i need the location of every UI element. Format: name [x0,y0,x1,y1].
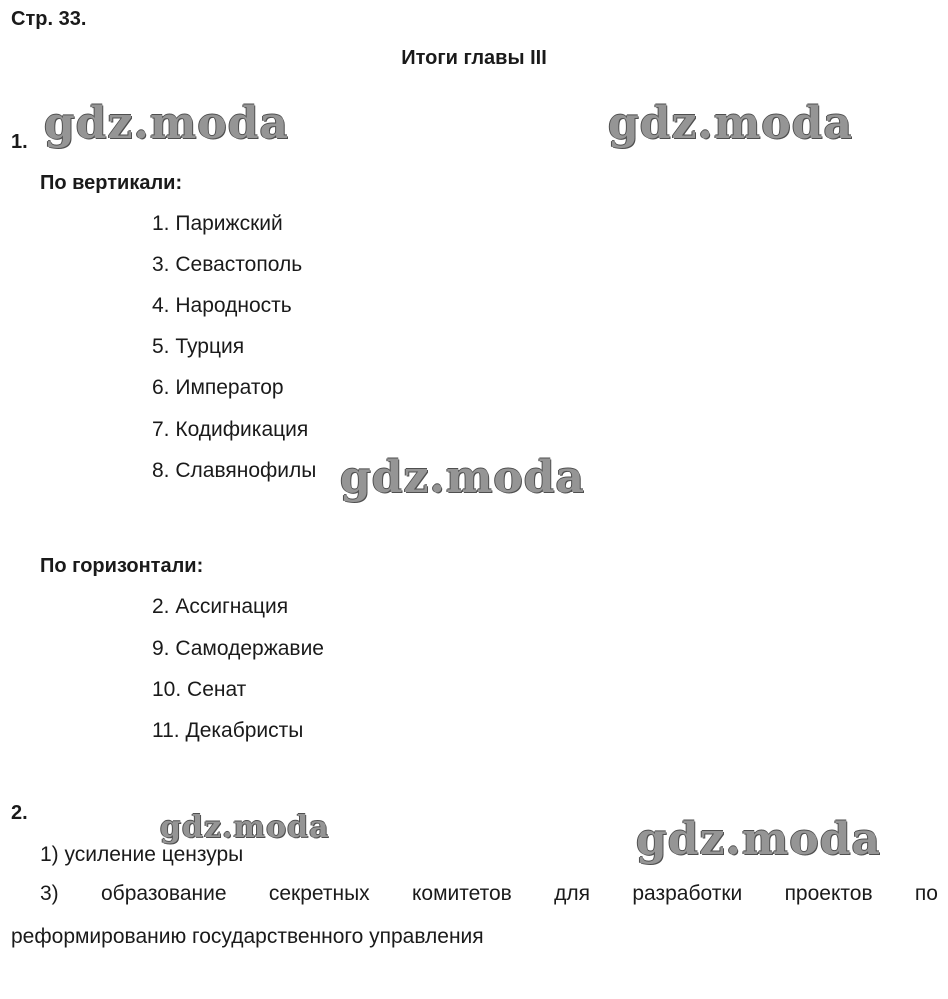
horizontal-answer: 9. Самодержавие [152,637,324,660]
task-1-number: 1. [11,131,28,153]
watermark: gdz.moda [340,452,586,503]
watermark: gdz.moda [608,98,854,149]
task-2-number: 2. [11,802,28,824]
horizontal-answer: 2. Ассигнация [152,595,289,618]
vertical-answer: 7. Кодификация [152,418,309,441]
horizontal-answer: 11. Декабристы [152,719,304,742]
vertical-answer: 3. Севастополь [152,253,303,276]
vertical-heading: По вертикали: [40,172,183,194]
vertical-answer: 5. Турция [152,335,245,358]
watermark: gdz.moda [160,810,330,845]
vertical-answer: 1. Парижский [152,212,283,235]
chapter-title: Итоги главы III [401,47,547,69]
task-2-answer-3: 3) образование секретных комитетов для разработки проектов по [40,882,938,905]
horizontal-answer: 10. Сенат [152,678,247,701]
vertical-answer: 4. Народность [152,294,292,317]
page-label: Стр. 33. [11,8,87,30]
horizontal-heading: По горизонтали: [40,555,204,577]
watermark: gdz.moda [44,98,290,149]
watermark: gdz.moda [636,814,882,865]
vertical-answer: 6. Император [152,376,284,399]
task-2-answer-3-continued: реформированию государственного управления [11,925,484,948]
task-2-answer-1: 1) усиление цензуры [40,843,244,866]
vertical-answer: 8. Славянофилы [152,459,317,482]
